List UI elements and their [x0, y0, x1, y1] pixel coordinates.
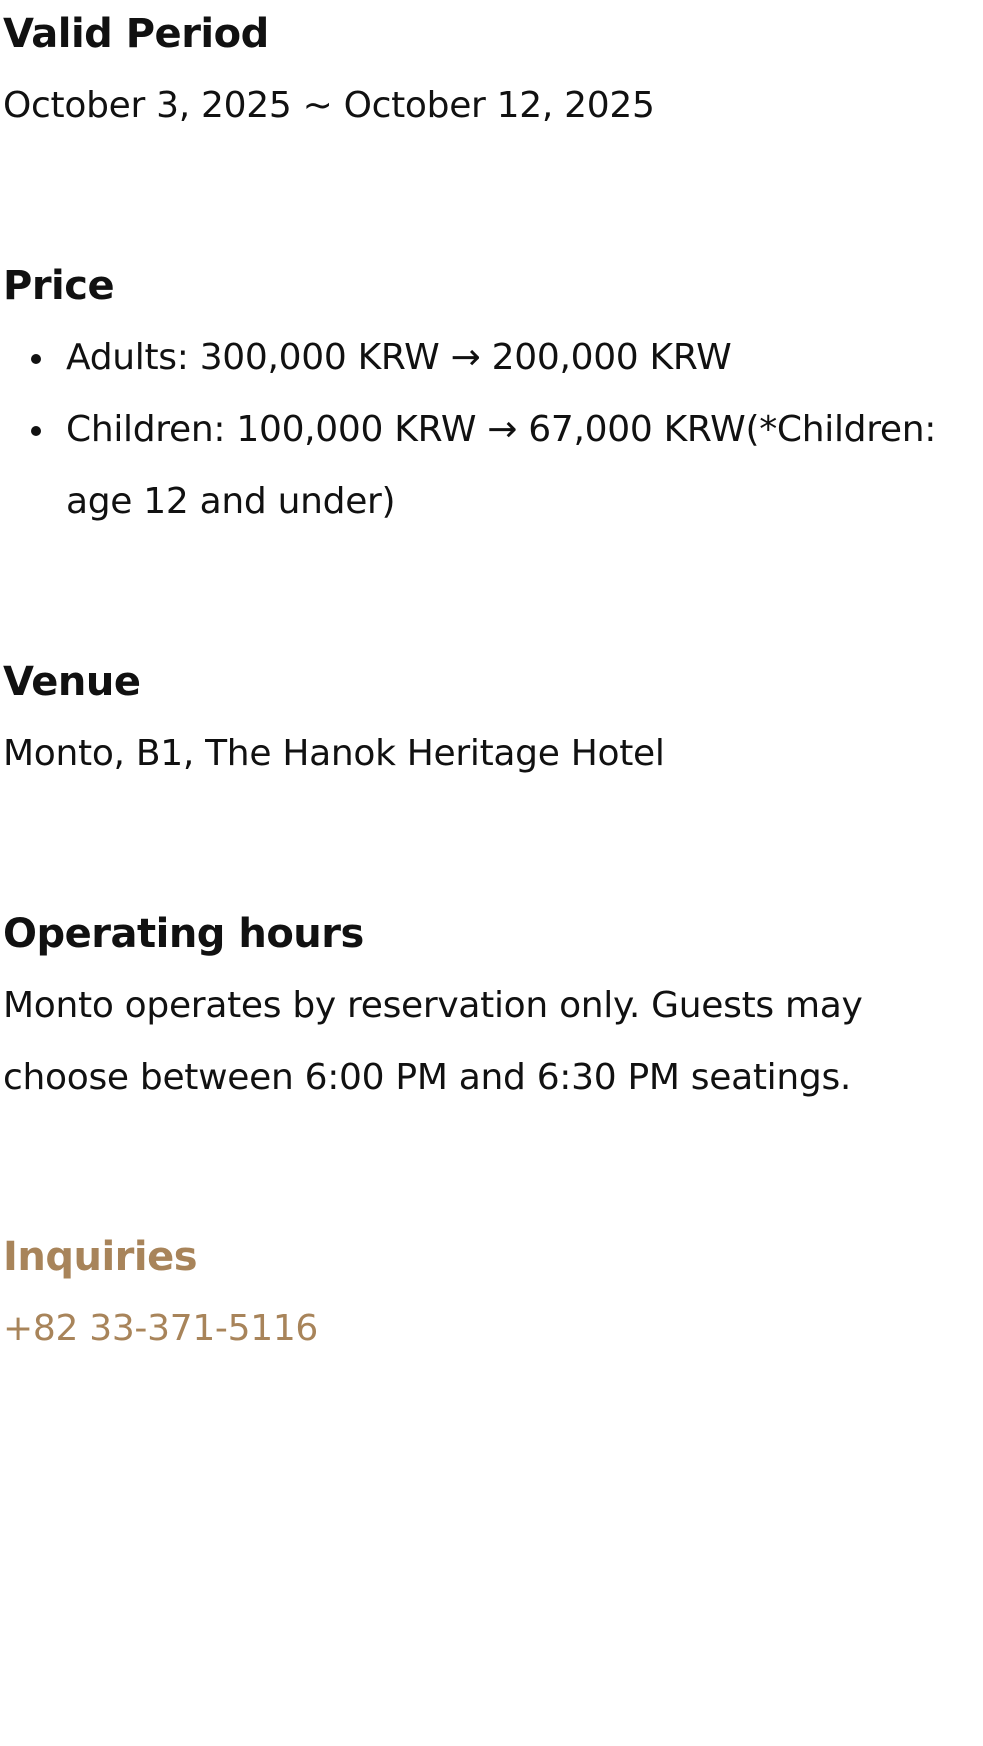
price-item-children: Children: 100,000 KRW → 67,000 KRW(*Children: age 12 and under) — [66, 394, 963, 538]
venue-section — [3, 658, 665, 790]
venue-text: Monto, B1, The Hanok Heritage Hotel — [3, 733, 665, 774]
operating-hours-text: Monto operates by reservation only. Guests may choose between 6:00 PM and 6:30 PM seatings. — [3, 985, 863, 1098]
price-item-adults: Adults: 300,000 KRW → 200,000 KRW — [66, 322, 963, 394]
valid-period-heading: Valid Period — [3, 11, 269, 57]
inquiries-phone-link[interactable]: +82 33-371-5116 — [3, 1308, 319, 1349]
inquiries-heading: Inquiries — [3, 1234, 198, 1280]
operating-hours-section — [3, 910, 978, 1114]
operating-hours-heading: Operating hours — [3, 911, 364, 957]
price-heading: Price — [3, 263, 115, 309]
venue-heading: Venue — [3, 659, 141, 705]
price-section — [3, 262, 963, 538]
price-list — [3, 322, 963, 538]
valid-period-text: October 3, 2025 ~ October 12, 2025 — [3, 85, 655, 126]
inquiries-section — [3, 1233, 318, 1365]
valid-period-section — [3, 10, 655, 142]
